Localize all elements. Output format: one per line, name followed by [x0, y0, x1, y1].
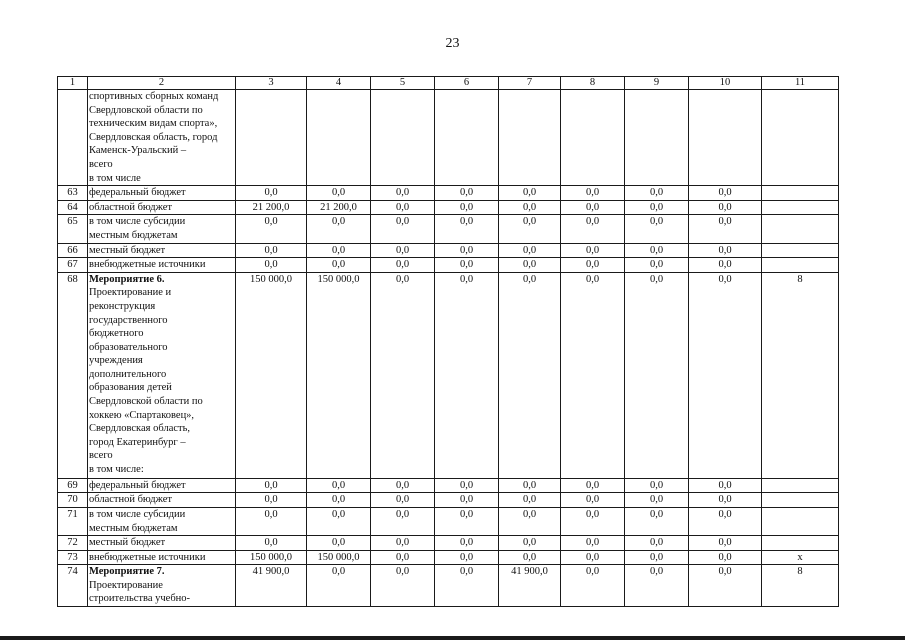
row-name-cell	[88, 493, 236, 508]
table-row	[58, 272, 839, 478]
value-cell: 0,0	[371, 507, 435, 535]
reference-cell: 8	[762, 272, 839, 478]
value-cell: 0,0	[499, 550, 561, 565]
value-cell: 0,0	[625, 550, 689, 565]
value-cell: 0,0	[625, 536, 689, 551]
reference-cell	[762, 186, 839, 201]
value-cell: 0,0	[499, 272, 561, 478]
row-name-cell	[88, 507, 236, 535]
reference-cell: х	[762, 550, 839, 565]
column-header: 5	[371, 77, 435, 90]
value-cell: 0,0	[435, 272, 499, 478]
row-number: 67	[58, 258, 88, 273]
value-cell: 0,0	[371, 243, 435, 258]
table-row	[58, 186, 839, 201]
column-header: 1	[58, 77, 88, 90]
table-row	[58, 258, 839, 273]
value-cell: 0,0	[236, 536, 307, 551]
value-cell: 0,0	[625, 215, 689, 243]
row-number: 63	[58, 186, 88, 201]
value-cell: 0,0	[236, 186, 307, 201]
reference-cell: 8	[762, 565, 839, 607]
value-cell: 0,0	[371, 565, 435, 607]
row-name: внебюджетные источники	[89, 259, 206, 271]
value-cell: 150 000,0	[307, 550, 371, 565]
row-name: внебюджетные источники	[89, 551, 206, 563]
value-cell: 0,0	[307, 507, 371, 535]
value-cell: 0,0	[499, 186, 561, 201]
table-row	[58, 493, 839, 508]
value-cell: 0,0	[371, 493, 435, 508]
value-cell: 0,0	[561, 507, 625, 535]
value-cell: 0,0	[625, 243, 689, 258]
value-cell: 0,0	[689, 258, 762, 273]
row-name: федеральный бюджет	[89, 479, 186, 491]
value-cell: 0,0	[561, 272, 625, 478]
value-cell: 0,0	[689, 215, 762, 243]
value-cell: 0,0	[625, 186, 689, 201]
value-cell: 0,0	[371, 550, 435, 565]
value-cell: 0,0	[625, 258, 689, 273]
column-header: 7	[499, 77, 561, 90]
row-name: в том числе субсидии местным бюджетам	[89, 216, 186, 241]
measure-title: Мероприятие 7.	[89, 566, 165, 578]
value-cell: 41 900,0	[499, 565, 561, 607]
row-name: областной бюджет	[89, 494, 172, 506]
reference-cell	[762, 493, 839, 508]
value-cell: 0,0	[371, 536, 435, 551]
value-cell: 0,0	[307, 478, 371, 493]
value-cell: 0,0	[307, 186, 371, 201]
value-cell: 0,0	[561, 258, 625, 273]
value-cell: 0,0	[307, 493, 371, 508]
value-cell	[499, 90, 561, 186]
table-row	[58, 550, 839, 565]
value-cell	[561, 90, 625, 186]
value-cell: 21 200,0	[236, 200, 307, 215]
value-cell: 0,0	[236, 478, 307, 493]
value-cell: 0,0	[625, 493, 689, 508]
column-header: 2	[88, 77, 236, 90]
row-name: спортивных сборных команд Свердловской области по техническим видам спорта», Свердловская область, город Каменск-Уральский – всего в том числе	[89, 91, 219, 184]
value-cell: 0,0	[435, 507, 499, 535]
value-cell: 0,0	[499, 536, 561, 551]
value-cell: 0,0	[561, 478, 625, 493]
value-cell: 0,0	[689, 536, 762, 551]
value-cell: 150 000,0	[236, 272, 307, 478]
column-header: 11	[762, 77, 839, 90]
reference-cell	[762, 536, 839, 551]
value-cell: 0,0	[689, 243, 762, 258]
row-name-cell	[88, 272, 236, 478]
value-cell: 0,0	[435, 243, 499, 258]
value-cell: 150 000,0	[236, 550, 307, 565]
value-cell: 0,0	[435, 493, 499, 508]
value-cell: 0,0	[435, 478, 499, 493]
value-cell: 0,0	[499, 507, 561, 535]
value-cell: 0,0	[561, 493, 625, 508]
column-header: 6	[435, 77, 499, 90]
row-number: 64	[58, 200, 88, 215]
value-cell: 0,0	[307, 215, 371, 243]
row-number: 66	[58, 243, 88, 258]
value-cell: 0,0	[625, 478, 689, 493]
value-cell: 0,0	[499, 493, 561, 508]
row-name-cell	[88, 200, 236, 215]
reference-cell	[762, 243, 839, 258]
table-row	[58, 507, 839, 535]
table-body	[58, 90, 839, 607]
value-cell	[435, 90, 499, 186]
value-cell: 0,0	[689, 478, 762, 493]
row-name: в том числе субсидии местным бюджетам	[89, 508, 186, 534]
value-cell: 0,0	[307, 258, 371, 273]
value-cell: 150 000,0	[307, 272, 371, 478]
row-name: областной бюджет	[89, 201, 172, 213]
table-row	[58, 565, 839, 607]
value-cell: 21 200,0	[307, 200, 371, 215]
reference-cell	[762, 258, 839, 273]
row-number: 65	[58, 215, 88, 243]
value-cell: 0,0	[307, 536, 371, 551]
value-cell: 0,0	[625, 565, 689, 607]
row-name: местный бюджет	[89, 244, 166, 256]
table-row	[58, 90, 839, 186]
value-cell: 0,0	[625, 272, 689, 478]
row-name: федеральный бюджет	[89, 187, 186, 199]
value-cell: 0,0	[499, 200, 561, 215]
row-name-cell	[88, 90, 236, 186]
row-number: 72	[58, 536, 88, 551]
row-name: Проектирование строительства учебно-	[89, 579, 191, 605]
value-cell: 0,0	[307, 243, 371, 258]
table-row	[58, 243, 839, 258]
row-name-cell	[88, 186, 236, 201]
row-name: местный бюджет	[89, 537, 166, 549]
value-cell	[625, 90, 689, 186]
value-cell	[371, 90, 435, 186]
value-cell: 0,0	[689, 550, 762, 565]
row-name-cell	[88, 565, 236, 607]
value-cell: 0,0	[236, 258, 307, 273]
value-cell: 0,0	[435, 200, 499, 215]
row-name-cell	[88, 550, 236, 565]
row-number: 73	[58, 550, 88, 565]
value-cell: 0,0	[435, 550, 499, 565]
value-cell: 0,0	[236, 215, 307, 243]
scan-edge	[0, 636, 905, 640]
value-cell: 0,0	[307, 565, 371, 607]
value-cell	[689, 90, 762, 186]
value-cell: 0,0	[435, 536, 499, 551]
value-cell: 0,0	[625, 200, 689, 215]
row-number: 69	[58, 478, 88, 493]
column-header: 8	[561, 77, 625, 90]
value-cell	[307, 90, 371, 186]
value-cell: 0,0	[561, 536, 625, 551]
value-cell: 0,0	[236, 243, 307, 258]
reference-cell	[762, 507, 839, 535]
value-cell: 0,0	[561, 550, 625, 565]
row-name-cell	[88, 215, 236, 243]
reference-cell	[762, 215, 839, 243]
column-header: 9	[625, 77, 689, 90]
value-cell: 0,0	[499, 478, 561, 493]
row-name-cell	[88, 478, 236, 493]
value-cell: 0,0	[561, 243, 625, 258]
value-cell: 0,0	[371, 215, 435, 243]
value-cell: 0,0	[561, 565, 625, 607]
row-name-cell	[88, 243, 236, 258]
row-number: 70	[58, 493, 88, 508]
value-cell: 41 900,0	[236, 565, 307, 607]
column-header: 3	[236, 77, 307, 90]
row-name-cell	[88, 536, 236, 551]
column-number-row	[58, 77, 839, 90]
row-number: 71	[58, 507, 88, 535]
value-cell: 0,0	[371, 200, 435, 215]
row-number: 68	[58, 272, 88, 478]
table-row	[58, 200, 839, 215]
value-cell: 0,0	[689, 272, 762, 478]
value-cell: 0,0	[371, 272, 435, 478]
value-cell: 0,0	[499, 243, 561, 258]
row-name-cell	[88, 258, 236, 273]
value-cell: 0,0	[561, 200, 625, 215]
page-number: 23	[445, 36, 460, 51]
value-cell: 0,0	[689, 565, 762, 607]
value-cell: 0,0	[371, 186, 435, 201]
value-cell	[236, 90, 307, 186]
value-cell: 0,0	[371, 258, 435, 273]
row-number	[58, 90, 88, 186]
table-row	[58, 536, 839, 551]
value-cell: 0,0	[689, 507, 762, 535]
value-cell: 0,0	[435, 258, 499, 273]
value-cell: 0,0	[499, 215, 561, 243]
table-row	[58, 215, 839, 243]
value-cell: 0,0	[689, 493, 762, 508]
value-cell: 0,0	[236, 507, 307, 535]
column-header: 10	[689, 77, 762, 90]
value-cell: 0,0	[689, 200, 762, 215]
value-cell: 0,0	[236, 493, 307, 508]
value-cell: 0,0	[371, 478, 435, 493]
reference-cell	[762, 90, 839, 186]
value-cell: 0,0	[435, 215, 499, 243]
row-number: 74	[58, 565, 88, 607]
reference-cell	[762, 200, 839, 215]
value-cell: 0,0	[625, 507, 689, 535]
table-row	[58, 478, 839, 493]
program-table	[57, 76, 839, 607]
column-header: 4	[307, 77, 371, 90]
value-cell: 0,0	[499, 258, 561, 273]
row-name: Проектирование и реконструкция государственного бюджетного образовательного учреждения дополнительного образования детей Свердловской области по хоккею «Спартаковец», Свердловская область, город Екатеринбург – всего в том числе:	[89, 287, 203, 476]
value-cell: 0,0	[435, 565, 499, 607]
value-cell: 0,0	[561, 186, 625, 201]
value-cell: 0,0	[689, 186, 762, 201]
reference-cell	[762, 478, 839, 493]
value-cell: 0,0	[561, 215, 625, 243]
measure-title: Мероприятие 6.	[89, 273, 165, 285]
value-cell: 0,0	[435, 186, 499, 201]
